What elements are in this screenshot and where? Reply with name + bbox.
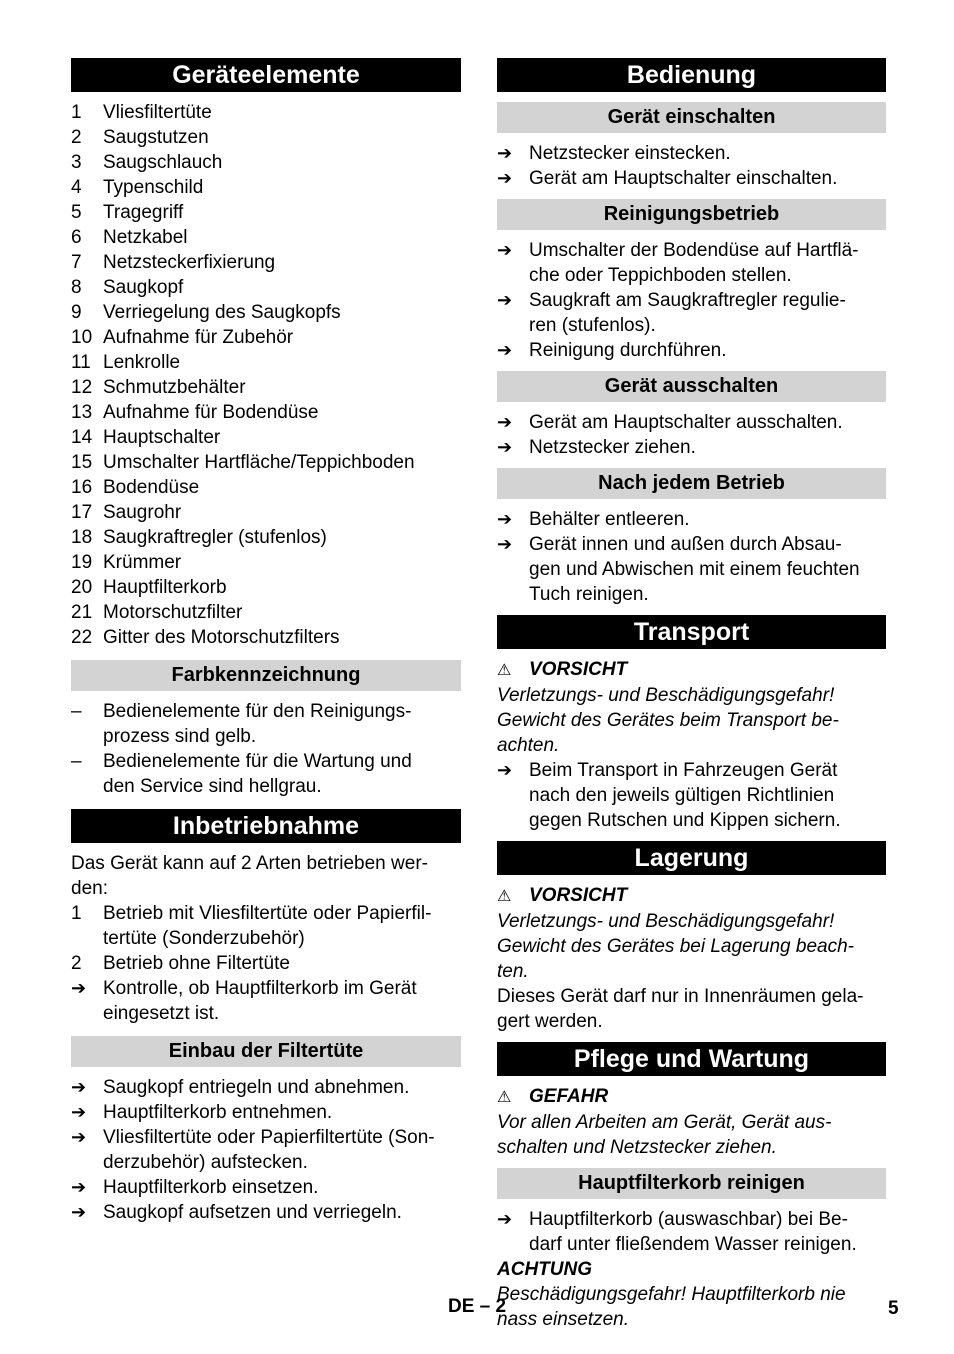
list-item	[71, 1175, 461, 1200]
heading-inbetriebnahme: Inbetriebnahme	[71, 809, 461, 843]
item-text: Aufnahme für Bodendüse	[103, 402, 319, 423]
heading-geraeteelemente: Geräteelemente	[71, 58, 461, 92]
pflege-warning-label: ⚠ GEFAHR	[497, 1084, 886, 1110]
item-text: Netzstecker einstecken.	[529, 143, 731, 164]
item-number: 7	[71, 252, 82, 273]
list-item	[71, 500, 461, 525]
arrow-right-icon: ➔	[497, 437, 513, 457]
item-text: Hauptfilterkorb einsetzen.	[103, 1177, 319, 1198]
item-number: 17	[71, 502, 93, 523]
left-column	[71, 58, 461, 1225]
item-number: 13	[71, 402, 93, 423]
list-item	[71, 325, 461, 350]
list-geraet-ausschalten	[497, 410, 886, 460]
item-text: Bedienelemente für den Reinigungs- prozess sind gelb.	[103, 701, 412, 747]
item-number: 9	[71, 302, 82, 323]
arrow-right-icon: ➔	[71, 978, 87, 998]
list-item	[71, 450, 461, 475]
item-text: Bedienelemente für die Wartung und den Service sind hellgrau.	[103, 751, 412, 797]
item-number: 5	[71, 202, 82, 223]
item-text: Typenschild	[103, 177, 204, 198]
list-item	[71, 175, 461, 200]
list-item	[497, 410, 886, 435]
item-text: Gerät innen und außen durch Absau- gen und Abwischen mit einem feuchten Tuch reinigen.	[529, 534, 860, 605]
item-number: 19	[71, 552, 93, 573]
list-item	[71, 1100, 461, 1125]
item-text: Saugkopf entriegeln und abnehmen.	[103, 1077, 410, 1098]
list-item	[71, 699, 461, 749]
item-text: Kontrolle, ob Hauptfilterkorb im Gerät eingesetzt ist.	[103, 978, 417, 1024]
list-item	[497, 141, 886, 166]
item-number: 1	[71, 102, 82, 123]
item-number: 10	[71, 327, 93, 348]
arrow-right-icon: ➔	[71, 1127, 87, 1147]
list-hauptfilterkorb	[497, 1207, 886, 1257]
list-item	[71, 350, 461, 375]
item-text: Saugkraftregler (stufenlos)	[103, 527, 327, 548]
arrow-right-icon: ➔	[71, 1177, 87, 1197]
list-item	[71, 1125, 461, 1175]
inbetriebnahme-intro: Das Gerät kann auf 2 Arten betrieben wer- den:	[71, 853, 428, 899]
item-number: 8	[71, 277, 82, 298]
arrow-right-icon: ➔	[497, 760, 513, 780]
item-number: 11	[71, 352, 91, 373]
item-text: Vliesfiltertüte oder Papierfiltertüte (Son- derzubehör) aufstecken.	[103, 1127, 435, 1173]
arrow-right-icon: ➔	[497, 143, 513, 163]
item-number: –	[71, 751, 82, 772]
item-number: 2	[71, 127, 82, 148]
item-number: 22	[71, 627, 93, 648]
list-item	[71, 625, 461, 650]
arrow-right-icon: ➔	[497, 412, 513, 432]
list-farbkennzeichnung	[71, 699, 461, 799]
arrow-right-icon: ➔	[497, 290, 513, 310]
list-item	[71, 475, 461, 500]
lagerung-text: Dieses Gerät darf nur in Innenräumen gela- gert werden.	[497, 986, 864, 1032]
lagerung-warning-label: ⚠ VORSICHT	[497, 883, 886, 909]
item-number: 20	[71, 577, 93, 598]
footer-section-label: DE – 2	[448, 1296, 507, 1317]
item-text: Krümmer	[103, 552, 182, 573]
list-item	[71, 575, 461, 600]
item-text: Saugstutzen	[103, 127, 209, 148]
item-text: Gitter des Motorschutzfilters	[103, 627, 340, 648]
item-text: Netzkabel	[103, 227, 188, 248]
arrow-right-icon: ➔	[71, 1077, 87, 1097]
heading-nach-jedem-betrieb: Nach jedem Betrieb	[497, 468, 886, 499]
list-item	[71, 951, 461, 976]
warning-triangle-icon: ⚠	[497, 888, 512, 905]
list-item	[71, 125, 461, 150]
pflege-warning-text: Vor allen Arbeiten am Gerät, Gerät aus- schalten und Netzstecker ziehen.	[497, 1112, 832, 1158]
transport-warning-label: ⚠ VORSICHT	[497, 657, 886, 683]
list-item	[497, 238, 886, 288]
heading-lagerung: Lagerung	[497, 841, 886, 875]
item-text: Hauptschalter	[103, 427, 221, 448]
item-number: 4	[71, 177, 82, 198]
list-item	[71, 250, 461, 275]
list-item	[71, 150, 461, 175]
item-text: Netzsteckerfixierung	[103, 252, 276, 273]
list-geraeteelemente	[71, 100, 461, 650]
achtung-label: ACHTUNG	[497, 1259, 592, 1280]
heading-einbau-filtertuete: Einbau der Filtertüte	[71, 1036, 461, 1067]
lagerung-warning-text: Verletzungs- und Beschädigungsgefahr! Gewicht des Gerätes bei Lagerung beach- ten.	[497, 911, 854, 982]
item-text: Beim Transport in Fahrzeugen Gerät nach den jeweils gültigen Richtlinien gegen Rutschen und Kippen sichern.	[529, 760, 841, 831]
list-item	[497, 435, 886, 460]
list-geraet-einschalten	[497, 141, 886, 191]
list-item	[71, 425, 461, 450]
list-item	[497, 1207, 886, 1257]
item-text: Saugkopf aufsetzen und verriegeln.	[103, 1202, 402, 1223]
item-text: Gerät am Hauptschalter ausschalten.	[529, 412, 843, 433]
transport-warning-text: Verletzungs- und Beschädigungsgefahr! Gewicht des Gerätes beim Transport be- achten.	[497, 685, 839, 756]
item-text: Verriegelung des Saugkopfs	[103, 302, 341, 323]
list-item	[71, 1200, 461, 1225]
item-text: Behälter entleeren.	[529, 509, 690, 530]
item-text: Tragegriff	[103, 202, 184, 223]
item-text: Schmutzbehälter	[103, 377, 246, 398]
item-number: 6	[71, 227, 82, 248]
arrow-right-icon: ➔	[71, 1102, 87, 1122]
heading-transport: Transport	[497, 615, 886, 649]
item-text: Bodendüse	[103, 477, 200, 498]
achtung-text: Beschädigungsgefahr! Hauptfilterkorb nie nass einsetzen.	[497, 1284, 846, 1330]
heading-bedienung: Bedienung	[497, 58, 886, 92]
list-inbetriebnahme	[71, 901, 461, 1026]
item-text: Hauptfilterkorb entnehmen.	[103, 1102, 333, 1123]
list-item	[71, 100, 461, 125]
list-item	[497, 338, 886, 363]
list-item	[71, 901, 461, 951]
item-text: Vliesfiltertüte	[103, 102, 212, 123]
list-item	[71, 275, 461, 300]
item-number: 2	[71, 953, 82, 974]
list-item	[71, 300, 461, 325]
item-number: 1	[71, 903, 82, 924]
item-number: 14	[71, 427, 93, 448]
item-text: Betrieb ohne Filtertüte	[103, 953, 290, 974]
list-item	[71, 749, 461, 799]
warning-triangle-icon: ⚠	[497, 1089, 512, 1106]
list-item	[497, 532, 886, 607]
arrow-right-icon: ➔	[497, 340, 513, 360]
list-reinigungsbetrieb	[497, 238, 886, 363]
list-nach-jedem-betrieb	[497, 507, 886, 607]
heading-reinigungsbetrieb: Reinigungsbetrieb	[497, 199, 886, 230]
item-number: 15	[71, 452, 93, 473]
right-column	[497, 58, 886, 1332]
list-item	[71, 550, 461, 575]
item-text: Umschalter Hartfläche/Teppichboden	[103, 452, 415, 473]
arrow-right-icon: ➔	[497, 509, 513, 529]
item-text: Umschalter der Bodendüse auf Hartflä- che oder Teppichboden stellen.	[529, 240, 859, 286]
item-text: Motorschutzfilter	[103, 602, 243, 623]
list-item	[71, 976, 461, 1026]
list-item	[71, 400, 461, 425]
list-item	[71, 200, 461, 225]
arrow-right-icon: ➔	[497, 240, 513, 260]
list-item	[497, 507, 886, 532]
list-item	[497, 166, 886, 191]
item-number: 3	[71, 152, 82, 173]
list-item	[497, 758, 886, 833]
heading-geraet-ausschalten: Gerät ausschalten	[497, 371, 886, 402]
arrow-right-icon: ➔	[497, 1209, 513, 1229]
list-item	[71, 525, 461, 550]
item-text: Aufnahme für Zubehör	[103, 327, 294, 348]
footer-page-number: 5	[888, 1298, 899, 1319]
heading-geraet-einschalten: Gerät einschalten	[497, 102, 886, 133]
warning-triangle-icon: ⚠	[497, 662, 512, 679]
list-transport	[497, 758, 886, 833]
item-number: 18	[71, 527, 93, 548]
item-text: Saugkraft am Saugkraftregler regulie- ren (stufenlos).	[529, 290, 846, 336]
item-text: Lenkrolle	[103, 352, 181, 373]
heading-pflege-und-wartung: Pflege und Wartung	[497, 1042, 886, 1076]
arrow-right-icon: ➔	[497, 534, 513, 554]
item-text: Hauptfilterkorb	[103, 577, 227, 598]
item-text: Gerät am Hauptschalter einschalten.	[529, 168, 838, 189]
arrow-right-icon: ➔	[497, 168, 513, 188]
list-einbau-filtertuete	[71, 1075, 461, 1225]
arrow-right-icon: ➔	[71, 1202, 87, 1222]
item-text: Saugkopf	[103, 277, 184, 298]
list-item	[497, 288, 886, 338]
heading-hauptfilterkorb-reinigen: Hauptfilterkorb reinigen	[497, 1168, 886, 1199]
list-item	[71, 375, 461, 400]
list-item	[71, 1075, 461, 1100]
heading-farbkennzeichnung: Farbkennzeichnung	[71, 660, 461, 691]
item-number: 12	[71, 377, 93, 398]
list-item	[71, 600, 461, 625]
item-text: Betrieb mit Vliesfiltertüte oder Papierfil- tertüte (Sonderzubehör)	[103, 903, 432, 949]
list-item	[71, 225, 461, 250]
item-number: 21	[71, 602, 93, 623]
item-text: Hauptfilterkorb (auswaschbar) bei Be- darf unter fließendem Wasser reinigen.	[529, 1209, 857, 1255]
item-number: 16	[71, 477, 93, 498]
item-number: –	[71, 701, 82, 722]
item-text: Netzstecker ziehen.	[529, 437, 696, 458]
item-text: Reinigung durchführen.	[529, 340, 727, 361]
item-text: Saugschlauch	[103, 152, 223, 173]
item-text: Saugrohr	[103, 502, 182, 523]
